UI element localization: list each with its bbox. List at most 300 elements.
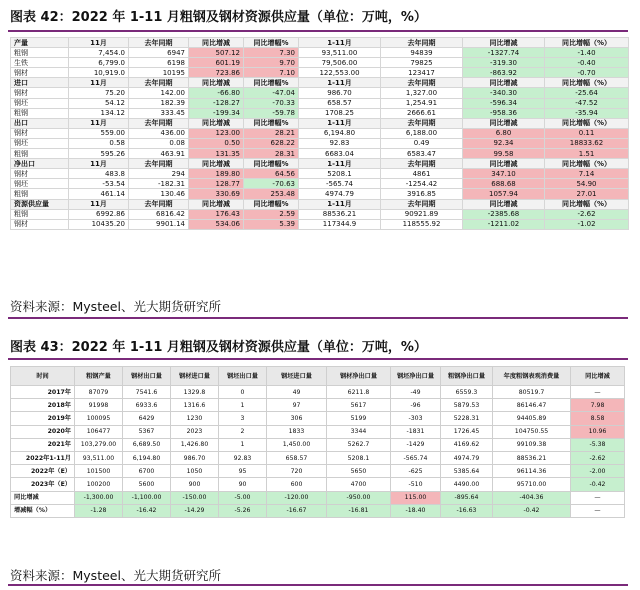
- header-cell: 11月: [69, 38, 129, 48]
- header-cell: 同比增减: [571, 367, 625, 386]
- table-cell: -5.26: [219, 504, 267, 517]
- table-cell: 6211.8: [327, 386, 391, 399]
- table-cell: 4700: [327, 478, 391, 491]
- table-row: [11, 451, 625, 464]
- table-cell: 54.12: [69, 98, 129, 108]
- table-cell: 5367: [123, 425, 171, 438]
- table-cell: -2.62: [545, 209, 629, 219]
- table-cell: 8.58: [571, 412, 625, 425]
- header-cell: 去年同期: [381, 78, 463, 88]
- table-row: [11, 438, 625, 451]
- row-label-cell: 粗钢: [11, 108, 69, 118]
- table-cell: -49: [391, 386, 441, 399]
- table-cell: 5262.7: [327, 438, 391, 451]
- header-cell: 同比增减: [189, 78, 244, 88]
- table-cell: -303: [391, 412, 441, 425]
- table-cell: -96: [391, 399, 441, 412]
- table-cell: 92.83: [219, 451, 267, 464]
- table-cell: -1429: [391, 438, 441, 451]
- table-cell: 96114.36: [493, 465, 571, 478]
- header-cell: 同比增幅（%）: [545, 78, 629, 88]
- table-cell: 18833.62: [545, 138, 629, 148]
- table-cell: 6683.04: [299, 149, 381, 159]
- table-cell: 6947: [129, 48, 189, 58]
- table-cell: 4974.79: [299, 189, 381, 199]
- table-cell: -53.54: [69, 179, 129, 189]
- table-cell: 90921.89: [381, 209, 463, 219]
- table-cell: 5650: [327, 465, 391, 478]
- table-cell: 28.31: [244, 149, 299, 159]
- row-label-cell: 钢坯: [11, 179, 69, 189]
- header-cell: 去年同期: [381, 159, 463, 169]
- header-cell: 钢材进口量: [171, 367, 219, 386]
- table-cell: 461.14: [69, 189, 129, 199]
- table-row: [11, 48, 629, 58]
- table-row: [11, 465, 625, 478]
- table-cell: 1050: [171, 465, 219, 478]
- table-row: [11, 504, 625, 517]
- table-cell: -1211.02: [463, 219, 545, 229]
- table-cell: 347.10: [463, 169, 545, 179]
- header-cell: 同比增幅（%）: [545, 159, 629, 169]
- header-cell: 同比增减: [189, 199, 244, 209]
- table-cell: 2.59: [244, 209, 299, 219]
- row-label-cell: 钢材: [11, 169, 69, 179]
- row-label-cell: 2022年1-11月: [11, 451, 75, 464]
- header-cell: 同比增幅（%）: [545, 38, 629, 48]
- table-row: [11, 128, 629, 138]
- table-header-row: [11, 367, 625, 386]
- table-cell: -70.33: [244, 98, 299, 108]
- header-cell: 1-11月: [299, 118, 381, 128]
- row-label-cell: 钢坯: [11, 138, 69, 148]
- table-cell: 100095: [75, 412, 123, 425]
- table-cell: 5228.31: [441, 412, 493, 425]
- header-cell: 去年同期: [381, 38, 463, 48]
- table-cell: 75.20: [69, 88, 129, 98]
- table-cell: -16.81: [327, 504, 391, 517]
- table-cell: 6198: [129, 58, 189, 68]
- table-cell: —: [571, 504, 625, 517]
- table-cell: 80519.7: [493, 386, 571, 399]
- header-cell: 同比增减: [463, 38, 545, 48]
- header-cell: 同比增减: [463, 78, 545, 88]
- header-cell: 11月: [69, 78, 129, 88]
- row-label-cell: 生铁: [11, 58, 69, 68]
- table-header-row: [11, 38, 629, 48]
- table-cell: 463.91: [129, 149, 189, 159]
- table-cell: 189.80: [189, 169, 244, 179]
- table-cell: 1726.45: [441, 425, 493, 438]
- table-cell: -0.42: [493, 504, 571, 517]
- header-cell: 1-11月: [299, 199, 381, 209]
- figure-43-table: [10, 366, 625, 518]
- table-cell: 6559.3: [441, 386, 493, 399]
- header-cell: 同比增幅%: [244, 78, 299, 88]
- table-cell: -1.02: [545, 219, 629, 229]
- table-cell: 7.98: [571, 399, 625, 412]
- table-cell: 117344.9: [299, 219, 381, 229]
- table-row: [11, 491, 625, 504]
- table-cell: 182.39: [129, 98, 189, 108]
- table-cell: 97: [267, 399, 327, 412]
- table-cell: 128.77: [189, 179, 244, 189]
- table-cell: 1329.8: [171, 386, 219, 399]
- header-cell: 钢材出口量: [123, 367, 171, 386]
- table-cell: 7.10: [244, 68, 299, 78]
- table-cell: 10.96: [571, 425, 625, 438]
- header-cell: 去年同期: [129, 38, 189, 48]
- header-cell: 去年同期: [381, 199, 463, 209]
- table-cell: -59.78: [244, 108, 299, 118]
- table-cell: 720: [267, 465, 327, 478]
- table-cell: -2.62: [571, 451, 625, 464]
- header-cell: 钢坯净出口量: [391, 367, 441, 386]
- table-cell: -14.29: [171, 504, 219, 517]
- table-cell: 601.19: [189, 58, 244, 68]
- figure-42-top-rule: [8, 30, 628, 32]
- table-cell: 306: [267, 412, 327, 425]
- table-cell: 103,279.00: [75, 438, 123, 451]
- table-cell: 134.12: [69, 108, 129, 118]
- table-cell: 6,689.50: [123, 438, 171, 451]
- table-cell: 88536.21: [299, 209, 381, 219]
- row-label-cell: 2019年: [11, 412, 75, 425]
- table-cell: 5208.1: [327, 451, 391, 464]
- table-cell: -5.38: [571, 438, 625, 451]
- table-row: [11, 386, 625, 399]
- table-header-row: [11, 159, 629, 169]
- table-cell: 253.48: [244, 189, 299, 199]
- row-label-cell: 粗钢: [11, 189, 69, 199]
- row-label-cell: 粗钢: [11, 48, 69, 58]
- figure-43-bottom-rule: [8, 584, 628, 586]
- table-cell: -1.40: [545, 48, 629, 58]
- table-row: [11, 399, 625, 412]
- table-cell: 6,188.00: [381, 128, 463, 138]
- header-cell: 同比增幅%: [244, 118, 299, 128]
- table-cell: 1833: [267, 425, 327, 438]
- table-cell: 658.57: [267, 451, 327, 464]
- table-cell: 559.00: [69, 128, 129, 138]
- figure-43-caption: 图表 43：2022 年 1-11 月粗钢及钢材资源供应量（单位：万吨，%）: [10, 340, 427, 355]
- figure-43-source: 资料来源：Mysteel、光大期货研究所: [10, 568, 221, 583]
- table-cell: 54.90: [545, 179, 629, 189]
- table-cell: -2.00: [571, 465, 625, 478]
- row-label-cell: 钢材: [11, 88, 69, 98]
- table-cell: 1,426.80: [171, 438, 219, 451]
- table-cell: 9.70: [244, 58, 299, 68]
- header-cell: 11月: [69, 159, 129, 169]
- table-cell: -340.30: [463, 88, 545, 98]
- header-cell: 去年同期: [129, 159, 189, 169]
- table-cell: 118555.92: [381, 219, 463, 229]
- row-label-cell: 进口: [11, 78, 69, 88]
- header-cell: 去年同期: [129, 118, 189, 128]
- table-cell: -1254.42: [381, 179, 463, 189]
- table-cell: 1,327.00: [381, 88, 463, 98]
- table-row: [11, 58, 629, 68]
- table-cell: 64.56: [244, 169, 299, 179]
- header-cell: 同比增减: [463, 199, 545, 209]
- table-cell: -565.74: [391, 451, 441, 464]
- table-row: [11, 138, 629, 148]
- table-cell: 87079: [75, 386, 123, 399]
- table-cell: 95: [219, 465, 267, 478]
- table-header-row: [11, 78, 629, 88]
- row-label-cell: 2021年: [11, 438, 75, 451]
- table-row: [11, 219, 629, 229]
- table-cell: 1,450.00: [267, 438, 327, 451]
- table-cell: 483.8: [69, 169, 129, 179]
- table-cell: —: [571, 491, 625, 504]
- table-cell: 142.00: [129, 88, 189, 98]
- table-row: [11, 88, 629, 98]
- table-cell: 5208.1: [299, 169, 381, 179]
- table-cell: 0.08: [129, 138, 189, 148]
- table-header-row: [11, 199, 629, 209]
- table-cell: -47.52: [545, 98, 629, 108]
- table-cell: 0.11: [545, 128, 629, 138]
- figure-43-top-rule: [8, 358, 628, 360]
- table-cell: -70.63: [244, 179, 299, 189]
- table-cell: 6429: [123, 412, 171, 425]
- table-cell: 49: [267, 386, 327, 399]
- table-cell: 4169.62: [441, 438, 493, 451]
- header-cell: 11月: [69, 118, 129, 128]
- row-label-cell: 钢坯: [11, 98, 69, 108]
- header-cell: 同比增幅%: [244, 38, 299, 48]
- header-cell: 1-11月: [299, 159, 381, 169]
- table-cell: 100200: [75, 478, 123, 491]
- table-cell: -596.34: [463, 98, 545, 108]
- table-cell: 688.68: [463, 179, 545, 189]
- table-cell: -0.42: [571, 478, 625, 491]
- header-cell: 钢坯出口量: [219, 367, 267, 386]
- table-cell: 1230: [171, 412, 219, 425]
- table-cell: 0.58: [69, 138, 129, 148]
- table-cell: -18.40: [391, 504, 441, 517]
- table-cell: 176.43: [189, 209, 244, 219]
- table-cell: -895.64: [441, 491, 493, 504]
- table-cell: 88536.21: [493, 451, 571, 464]
- table-cell: 4974.79: [441, 451, 493, 464]
- header-cell: 粗钢产量: [75, 367, 123, 386]
- table-cell: -1327.74: [463, 48, 545, 58]
- table-cell: 94405.89: [493, 412, 571, 425]
- table-cell: 3: [219, 412, 267, 425]
- table-cell: 1: [219, 438, 267, 451]
- table-row: [11, 98, 629, 108]
- table-cell: 1057.94: [463, 189, 545, 199]
- table-cell: 3344: [327, 425, 391, 438]
- table-cell: 6,799.0: [69, 58, 129, 68]
- table-cell: 3916.85: [381, 189, 463, 199]
- table-cell: -182.31: [129, 179, 189, 189]
- table-cell: 99.58: [463, 149, 545, 159]
- figure-42-table: [10, 37, 629, 230]
- table-cell: 658.57: [299, 98, 381, 108]
- table-cell: 95710.00: [493, 478, 571, 491]
- table-cell: 723.86: [189, 68, 244, 78]
- table-row: [11, 425, 625, 438]
- table-cell: 79825: [381, 58, 463, 68]
- table-cell: 330.69: [189, 189, 244, 199]
- table-cell: -319.30: [463, 58, 545, 68]
- table-cell: 1,254.91: [381, 98, 463, 108]
- table-cell: -863.92: [463, 68, 545, 78]
- table-cell: 986.70: [299, 88, 381, 98]
- table-cell: 0.50: [189, 138, 244, 148]
- table-cell: -5.00: [219, 491, 267, 504]
- table-cell: 1.51: [545, 149, 629, 159]
- header-cell: 去年同期: [129, 199, 189, 209]
- header-cell: 同比增减: [189, 118, 244, 128]
- row-label-cell: 粗钢: [11, 149, 69, 159]
- row-label-cell: 2018年: [11, 399, 75, 412]
- table-cell: 90: [219, 478, 267, 491]
- table-cell: -404.36: [493, 491, 571, 504]
- header-cell: 11月: [69, 199, 129, 209]
- table-cell: -0.40: [545, 58, 629, 68]
- table-cell: -2385.68: [463, 209, 545, 219]
- header-cell: 钢材净出口量: [327, 367, 391, 386]
- table-cell: -16.63: [441, 504, 493, 517]
- table-cell: -47.04: [244, 88, 299, 98]
- table-row: [11, 169, 629, 179]
- table-cell: 6816.42: [129, 209, 189, 219]
- table-cell: -128.27: [189, 98, 244, 108]
- table-cell: 2: [219, 425, 267, 438]
- table-cell: -25.64: [545, 88, 629, 98]
- table-cell: -510: [391, 478, 441, 491]
- row-label-cell: 2022年（E）: [11, 465, 75, 478]
- table-row: [11, 179, 629, 189]
- table-cell: 27.01: [545, 189, 629, 199]
- table-cell: 93,511.00: [299, 48, 381, 58]
- header-cell: 同比增幅%: [244, 199, 299, 209]
- table-cell: 92.34: [463, 138, 545, 148]
- table-cell: 4490.00: [441, 478, 493, 491]
- table-cell: 6992.86: [69, 209, 129, 219]
- table-header-row: [11, 118, 629, 128]
- row-label-cell: 钢材: [11, 219, 69, 229]
- table-row: [11, 68, 629, 78]
- table-cell: 122,553.00: [299, 68, 381, 78]
- figure-42-source: 资料来源：Mysteel、光大期货研究所: [10, 299, 221, 314]
- header-cell: 同比增减: [189, 159, 244, 169]
- header-cell: 1-11月: [299, 78, 381, 88]
- table-cell: 6700: [123, 465, 171, 478]
- header-cell: 同比增减: [463, 159, 545, 169]
- header-cell: 年度粗钢表观消费量: [493, 367, 571, 386]
- table-cell: -950.00: [327, 491, 391, 504]
- row-label-cell: 钢材: [11, 128, 69, 138]
- table-cell: 10195: [129, 68, 189, 78]
- table-cell: 130.46: [129, 189, 189, 199]
- table-cell: 5879.53: [441, 399, 493, 412]
- row-label-cell: 增减幅（%）: [11, 504, 75, 517]
- table-cell: 534.06: [189, 219, 244, 229]
- figure-42-bottom-rule: [8, 317, 628, 319]
- table-cell: -120.00: [267, 491, 327, 504]
- header-cell: 粗钢净出口量: [441, 367, 493, 386]
- table-cell: 101500: [75, 465, 123, 478]
- table-cell: -565.74: [299, 179, 381, 189]
- row-label-cell: 钢材: [11, 68, 69, 78]
- table-cell: 7541.6: [123, 386, 171, 399]
- row-label-cell: 产量: [11, 38, 69, 48]
- table-cell: 4861: [381, 169, 463, 179]
- table-cell: -150.00: [171, 491, 219, 504]
- header-cell: 1-11月: [299, 38, 381, 48]
- row-label-cell: 2017年: [11, 386, 75, 399]
- header-cell: 同比增幅（%）: [545, 118, 629, 128]
- table-row: [11, 209, 629, 219]
- table-cell: 7.14: [545, 169, 629, 179]
- table-cell: 79,506.00: [299, 58, 381, 68]
- table-row: [11, 108, 629, 118]
- row-label-cell: 粗钢: [11, 209, 69, 219]
- table-cell: 99109.38: [493, 438, 571, 451]
- table-cell: -1,100.00: [123, 491, 171, 504]
- row-label-cell: 净出口: [11, 159, 69, 169]
- table-cell: 333.45: [129, 108, 189, 118]
- table-cell: 5.39: [244, 219, 299, 229]
- table-cell: 93,511.00: [75, 451, 123, 464]
- table-cell: -0.70: [545, 68, 629, 78]
- table-cell: 123.00: [189, 128, 244, 138]
- header-cell: 去年同期: [129, 78, 189, 88]
- table-cell: -35.94: [545, 108, 629, 118]
- header-cell: 时间: [11, 367, 75, 386]
- table-cell: 28.21: [244, 128, 299, 138]
- table-cell: 1708.25: [299, 108, 381, 118]
- table-cell: 7,454.0: [69, 48, 129, 58]
- header-cell: 同比增幅（%）: [545, 199, 629, 209]
- row-label-cell: 出口: [11, 118, 69, 128]
- table-cell: 2666.61: [381, 108, 463, 118]
- header-cell: 钢坯进口量: [267, 367, 327, 386]
- header-cell: 去年同期: [381, 118, 463, 128]
- table-cell: 9901.14: [129, 219, 189, 229]
- header-cell: 同比增减: [463, 118, 545, 128]
- header-cell: 同比增幅%: [244, 159, 299, 169]
- table-cell: -1,300.00: [75, 491, 123, 504]
- table-cell: 2023: [171, 425, 219, 438]
- table-cell: 6583.47: [381, 149, 463, 159]
- table-cell: 10,919.0: [69, 68, 129, 78]
- table-cell: 5385.64: [441, 465, 493, 478]
- table-cell: 6933.6: [123, 399, 171, 412]
- table-cell: 6.80: [463, 128, 545, 138]
- table-cell: 986.70: [171, 451, 219, 464]
- table-cell: 131.35: [189, 149, 244, 159]
- table-cell: 115.00: [391, 491, 441, 504]
- table-cell: 106477: [75, 425, 123, 438]
- table-cell: -199.34: [189, 108, 244, 118]
- table-cell: 91998: [75, 399, 123, 412]
- table-cell: 86146.47: [493, 399, 571, 412]
- table-cell: 6,194.80: [299, 128, 381, 138]
- table-row: [11, 478, 625, 491]
- table-cell: 5199: [327, 412, 391, 425]
- table-cell: 507.12: [189, 48, 244, 58]
- table-cell: —: [571, 386, 625, 399]
- row-label-cell: 同比增减: [11, 491, 75, 504]
- table-cell: 628.22: [244, 138, 299, 148]
- header-cell: 同比增减: [189, 38, 244, 48]
